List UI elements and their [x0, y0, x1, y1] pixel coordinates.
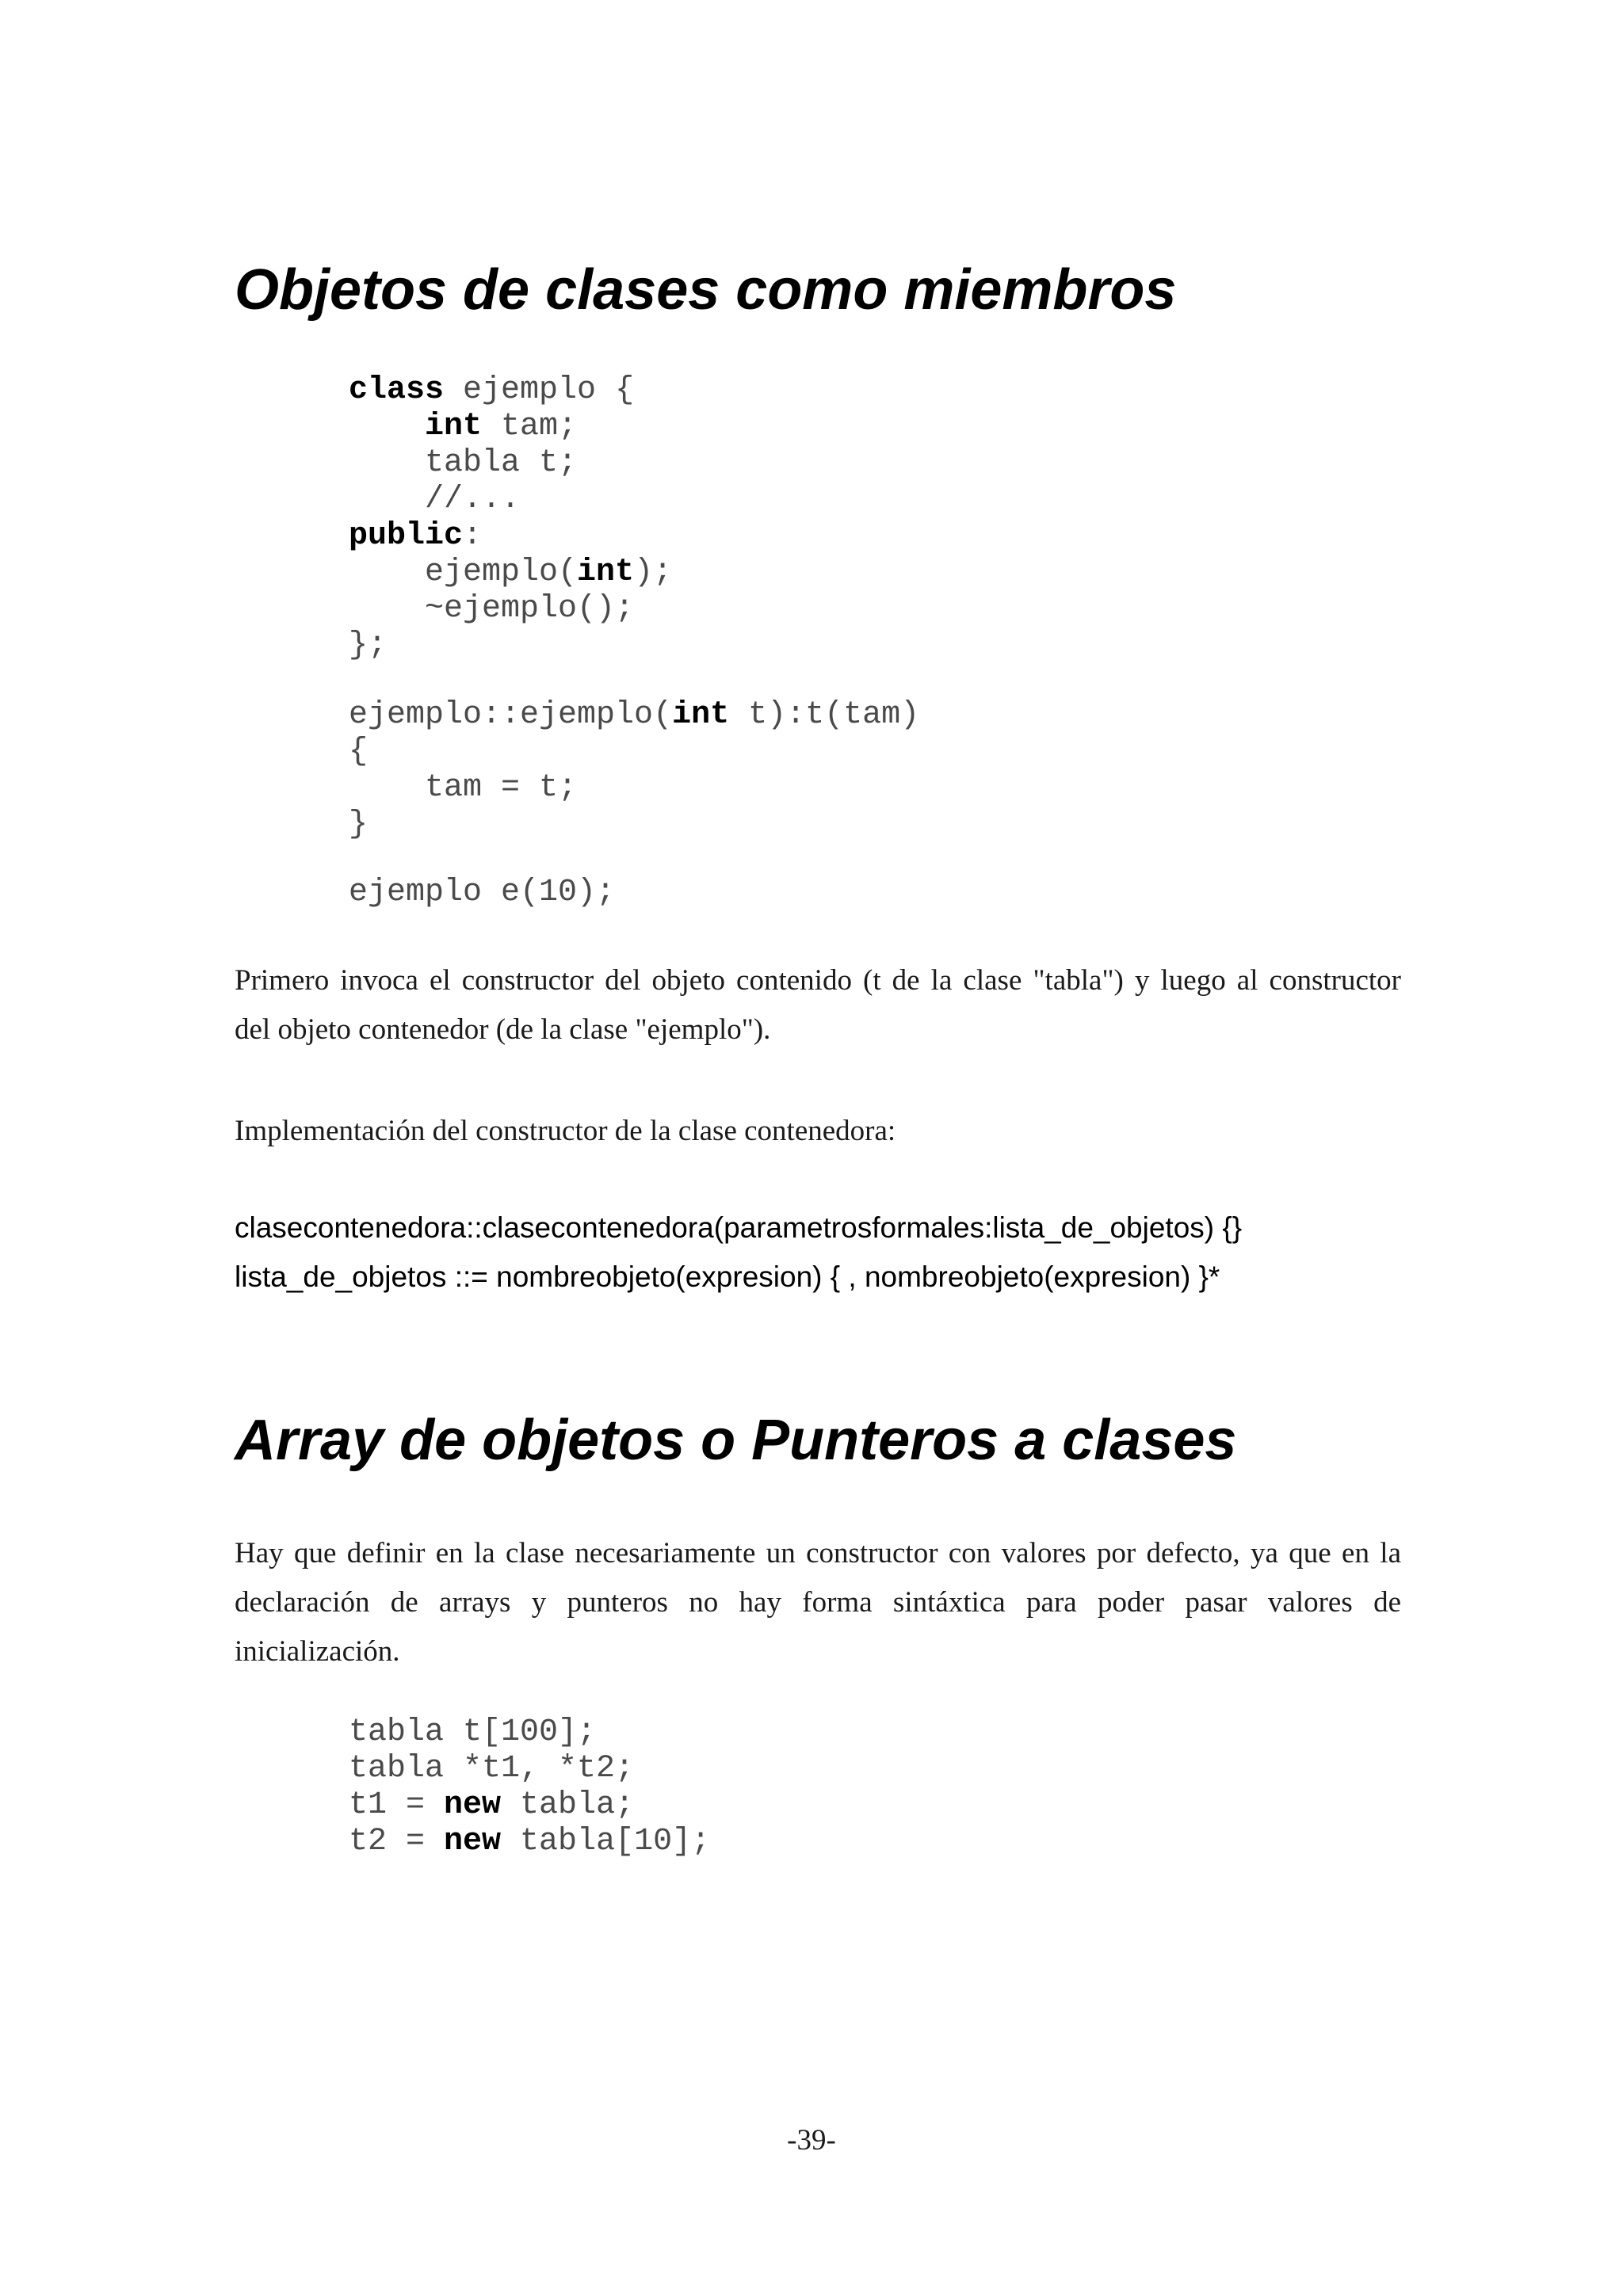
code-line: [349, 1751, 634, 1787]
paragraph-line: Implementación del constructor de la clase contenedora:: [235, 1115, 896, 1147]
code-text: {: [349, 734, 369, 769]
code-text: tam;: [482, 409, 578, 444]
code-line: [349, 734, 368, 770]
code-keyword: new: [444, 1824, 502, 1859]
code-keyword: int: [577, 555, 635, 590]
code-line: [349, 627, 387, 664]
code-text: }: [349, 807, 369, 842]
code-line: [349, 372, 634, 409]
code-line: [349, 1824, 710, 1860]
code-text: };: [349, 627, 388, 663]
code-text: t2 =: [349, 1824, 445, 1859]
grammar-line: lista_de_objetos ::= nombreobjeto(expresion) { , nombreobjeto(expresion) }*: [235, 1261, 1220, 1293]
code-text: tabla t[100];: [349, 1714, 597, 1750]
code-text: ~ejemplo();: [349, 591, 635, 627]
code-text: ejemplo {: [444, 372, 635, 408]
code-line: [349, 1787, 634, 1824]
code-text: t):t(tam): [729, 697, 920, 733]
paragraph-line: declaración de arrays y punteros no hay forma sintáxtica para poder pasar valores de: [235, 1586, 1401, 1619]
section-heading-objetos-de-clases: Objetos de clases como miembros: [235, 258, 1177, 322]
code-text: tabla[10];: [501, 1824, 711, 1859]
code-text: :: [463, 518, 483, 554]
code-keyword: int: [672, 697, 730, 733]
page-number: -39-: [787, 2124, 836, 2157]
code-line: [349, 697, 919, 734]
code-line: [349, 591, 634, 627]
code-line: [349, 555, 672, 591]
code-text: ejemplo::ejemplo(: [349, 697, 673, 733]
paragraph-line: Primero invoca el constructor del objeto contenido (t de la clase "tabla") y luego al constructor: [235, 964, 1401, 997]
code-text: t1 =: [349, 1787, 445, 1823]
section-heading-array-de-objetos: Array de objetos o Punteros a clases: [235, 1409, 1237, 1472]
code-text: //...: [349, 482, 521, 517]
code-line: [349, 875, 615, 911]
code-line: [349, 1714, 596, 1751]
paragraph-line: del objeto contenedor (de la clase "ejemplo").: [235, 1013, 771, 1046]
code-line: [349, 518, 482, 555]
code-text: tabla;: [501, 1787, 635, 1823]
code-line: [349, 445, 577, 482]
code-keyword: class: [349, 372, 445, 408]
paragraph-implementation-intro: [235, 1107, 1401, 1156]
code-keyword: int: [425, 409, 483, 444]
paragraph-constructor-order: [235, 956, 1401, 1055]
paragraph-line: Hay que definir en la clase necesariamente un constructor con valores por defecto, ya que en la: [235, 1537, 1401, 1569]
code-text: ejemplo e(10);: [349, 875, 616, 910]
code-text: [349, 409, 425, 444]
code-text: tabla t;: [349, 445, 578, 481]
code-line: [349, 409, 577, 445]
code-line: [349, 807, 368, 843]
grammar-line: clasecontenedora::clasecontenedora(parametrosformales:lista_de_objetos) {}: [235, 1211, 1243, 1244]
grammar-definition: [235, 1203, 1242, 1302]
code-keyword: public: [349, 518, 464, 554]
code-text: );: [634, 555, 673, 590]
code-keyword: new: [444, 1787, 502, 1823]
paragraph-line: inicialización.: [235, 1635, 400, 1668]
paragraph-default-constructor: [235, 1529, 1401, 1676]
code-line: [349, 770, 577, 807]
code-text: ejemplo(: [349, 555, 578, 590]
code-line: [349, 482, 520, 518]
code-text: tabla *t1, *t2;: [349, 1751, 635, 1787]
code-text: tam = t;: [349, 770, 578, 806]
